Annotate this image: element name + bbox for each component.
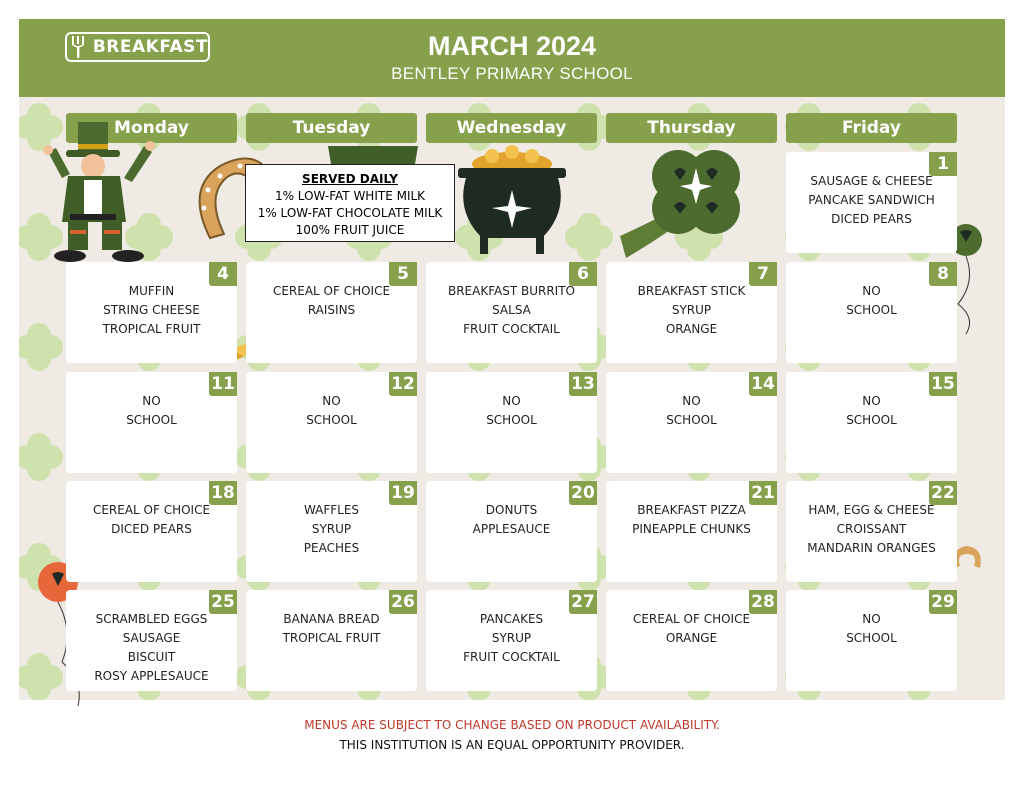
calendar-day-cell xyxy=(606,262,777,363)
header-banner xyxy=(19,19,1005,97)
menu-item: NO xyxy=(682,394,701,408)
weekday-header-wednesday: Wednesday xyxy=(426,113,597,143)
menu-item: WAFFLES xyxy=(303,503,360,517)
menu-items xyxy=(426,392,597,430)
weekday-header-thursday: Thursday xyxy=(606,113,777,143)
menu-item: PANCAKE SANDWICH xyxy=(808,193,935,207)
menu-item: TROPICAL FRUIT xyxy=(282,631,381,645)
calendar-day-cell xyxy=(66,481,237,582)
calendar-day-cell xyxy=(426,590,597,691)
menu-items xyxy=(426,501,597,539)
menu-item: PINEAPPLE CHUNKS xyxy=(632,522,751,536)
served-daily-box xyxy=(245,164,455,242)
menu-items xyxy=(426,610,597,667)
menu-items xyxy=(786,610,957,648)
menu-item: RAISINS xyxy=(307,303,356,317)
menu-item: BREAKFAST PIZZA xyxy=(637,503,746,517)
menu-item: BISCUIT xyxy=(127,650,176,664)
equal-opportunity-text: THIS INSTITUTION IS AN EQUAL OPPORTUNITY PROVIDER. xyxy=(339,738,685,752)
weekday-header-tuesday: Tuesday xyxy=(246,113,417,143)
menu-item: SCHOOL xyxy=(666,413,717,427)
calendar-day-cell xyxy=(426,372,597,473)
menu-item: SAUSAGE xyxy=(122,631,181,645)
page-title: MARCH 2024 xyxy=(427,31,597,61)
menu-items xyxy=(606,610,777,648)
menu-item: DICED PEARS xyxy=(831,212,912,226)
day-number: 28 xyxy=(749,590,777,614)
day-number: 21 xyxy=(749,481,777,505)
menu-item: HAM, EGG & CHEESE xyxy=(808,503,935,517)
menu-items xyxy=(66,282,237,339)
menu-items xyxy=(786,172,957,229)
menu-item: NO xyxy=(502,394,521,408)
menu-item: CEREAL OF CHOICE xyxy=(272,284,391,298)
menu-items xyxy=(246,610,417,648)
menu-items xyxy=(246,501,417,558)
calendar-day-cell xyxy=(246,372,417,473)
day-number: 15 xyxy=(929,372,957,396)
served-daily-title: SERVED DAILY xyxy=(302,172,398,186)
menu-item: SCHOOL xyxy=(486,413,537,427)
calendar-day-cell xyxy=(786,262,957,363)
menu-item: ROSY APPLESAUCE xyxy=(94,669,209,683)
menu-item: SALSA xyxy=(492,303,531,317)
menu-item: DICED PEARS xyxy=(111,522,192,536)
day-number: 6 xyxy=(569,262,597,286)
day-number: 25 xyxy=(209,590,237,614)
menu-items xyxy=(426,282,597,339)
menu-item: BREAKFAST STICK xyxy=(637,284,746,298)
menu-item: NO xyxy=(322,394,341,408)
shamrock-icon xyxy=(616,140,756,264)
calendar-day-cell xyxy=(426,481,597,582)
day-number: 1 xyxy=(929,152,957,176)
page-subtitle: BENTLEY PRIMARY SCHOOL xyxy=(391,64,633,83)
day-number: 4 xyxy=(209,262,237,286)
day-number: 29 xyxy=(929,590,957,614)
day-number: 13 xyxy=(569,372,597,396)
calendar-day-cell xyxy=(786,152,957,253)
day-number: 19 xyxy=(389,481,417,505)
shamrock-pattern-icon xyxy=(19,323,63,371)
day-number: 20 xyxy=(569,481,597,505)
calendar-day-cell xyxy=(66,590,237,691)
menu-items xyxy=(246,392,417,430)
day-number: 11 xyxy=(209,372,237,396)
menu-item: BREAKFAST BURRITO xyxy=(447,284,575,298)
calendar-day-cell xyxy=(606,372,777,473)
day-number: 5 xyxy=(389,262,417,286)
menu-item: SCHOOL xyxy=(126,413,177,427)
menu-item: SYRUP xyxy=(491,631,532,645)
menu-item: FRUIT COCKTAIL xyxy=(463,650,560,664)
menu-item: MUFFIN xyxy=(128,284,175,298)
pot-of-gold-icon xyxy=(452,142,572,258)
menu-item: PANCAKES xyxy=(479,612,544,626)
menu-item: FRUIT COCKTAIL xyxy=(463,322,560,336)
menu-item: STRING CHEESE xyxy=(103,303,200,317)
menu-item: SAUSAGE & CHEESE xyxy=(810,174,933,188)
day-number: 27 xyxy=(569,590,597,614)
menu-items xyxy=(786,392,957,430)
logo-label: BREAKFAST xyxy=(92,37,208,57)
menu-item: SYRUP xyxy=(311,522,352,536)
menu-item: NO xyxy=(862,612,881,626)
menu-item: SCHOOL xyxy=(846,413,897,427)
shamrock-pattern-icon xyxy=(19,433,63,481)
shamrock-pattern-icon xyxy=(565,213,613,261)
menu-items xyxy=(66,610,237,686)
menu-item: BANANA BREAD xyxy=(283,612,380,626)
disclaimer-text: MENUS ARE SUBJECT TO CHANGE BASED ON PRODUCT AVAILABILITY. xyxy=(304,718,720,732)
menu-item: CEREAL OF CHOICE xyxy=(632,612,751,626)
day-number: 14 xyxy=(749,372,777,396)
menu-item: NO xyxy=(142,394,161,408)
menu-item: TROPICAL FRUIT xyxy=(102,322,201,336)
menu-items xyxy=(246,282,417,320)
calendar-day-cell xyxy=(426,262,597,363)
day-number: 18 xyxy=(209,481,237,505)
calendar-day-cell xyxy=(246,590,417,691)
served-daily-line: 1% LOW-FAT CHOCOLATE MILK xyxy=(257,206,443,220)
menu-item: CEREAL OF CHOICE xyxy=(92,503,211,517)
day-number: 12 xyxy=(389,372,417,396)
menu-item: MANDARIN ORANGES xyxy=(807,541,936,555)
menu-item: SCHOOL xyxy=(846,631,897,645)
calendar-day-cell xyxy=(66,372,237,473)
menu-item: SCHOOL xyxy=(306,413,357,427)
leprechaun-icon xyxy=(40,118,164,268)
menu-item: SYRUP xyxy=(671,303,712,317)
menu-item: NO xyxy=(862,284,881,298)
menu-item: SCHOOL xyxy=(846,303,897,317)
menu-item: NO xyxy=(862,394,881,408)
served-daily-line: 1% LOW-FAT WHITE MILK xyxy=(274,189,426,203)
menu-items xyxy=(606,282,777,339)
menu-items xyxy=(66,392,237,430)
menu-item: SCRAMBLED EGGS xyxy=(95,612,208,626)
day-number: 7 xyxy=(749,262,777,286)
menu-item: CROISSANT xyxy=(836,522,907,536)
weekday-header-monday: Monday xyxy=(66,113,237,143)
served-daily-line: 100% FRUIT JUICE xyxy=(295,223,405,237)
menu-items xyxy=(66,501,237,539)
day-number: 22 xyxy=(929,481,957,505)
day-number: 26 xyxy=(389,590,417,614)
menu-items xyxy=(786,501,957,558)
menu-items xyxy=(606,392,777,430)
calendar-day-cell xyxy=(786,372,957,473)
calendar-day-cell xyxy=(246,481,417,582)
calendar-day-cell xyxy=(66,262,237,363)
menu-item: ORANGE xyxy=(665,322,718,336)
calendar-day-cell xyxy=(246,262,417,363)
calendar-day-cell xyxy=(786,481,957,582)
day-number: 8 xyxy=(929,262,957,286)
calendar-day-cell xyxy=(606,590,777,691)
calendar-day-cell xyxy=(606,481,777,582)
weekday-header-friday: Friday xyxy=(786,113,957,143)
menu-item: APPLESAUCE xyxy=(472,522,551,536)
calendar-day-cell xyxy=(786,590,957,691)
menu-item: ORANGE xyxy=(665,631,718,645)
menu-item: DONUTS xyxy=(485,503,538,517)
menu-items xyxy=(786,282,957,320)
menu-items xyxy=(606,501,777,539)
menu-item: PEACHES xyxy=(303,541,360,555)
